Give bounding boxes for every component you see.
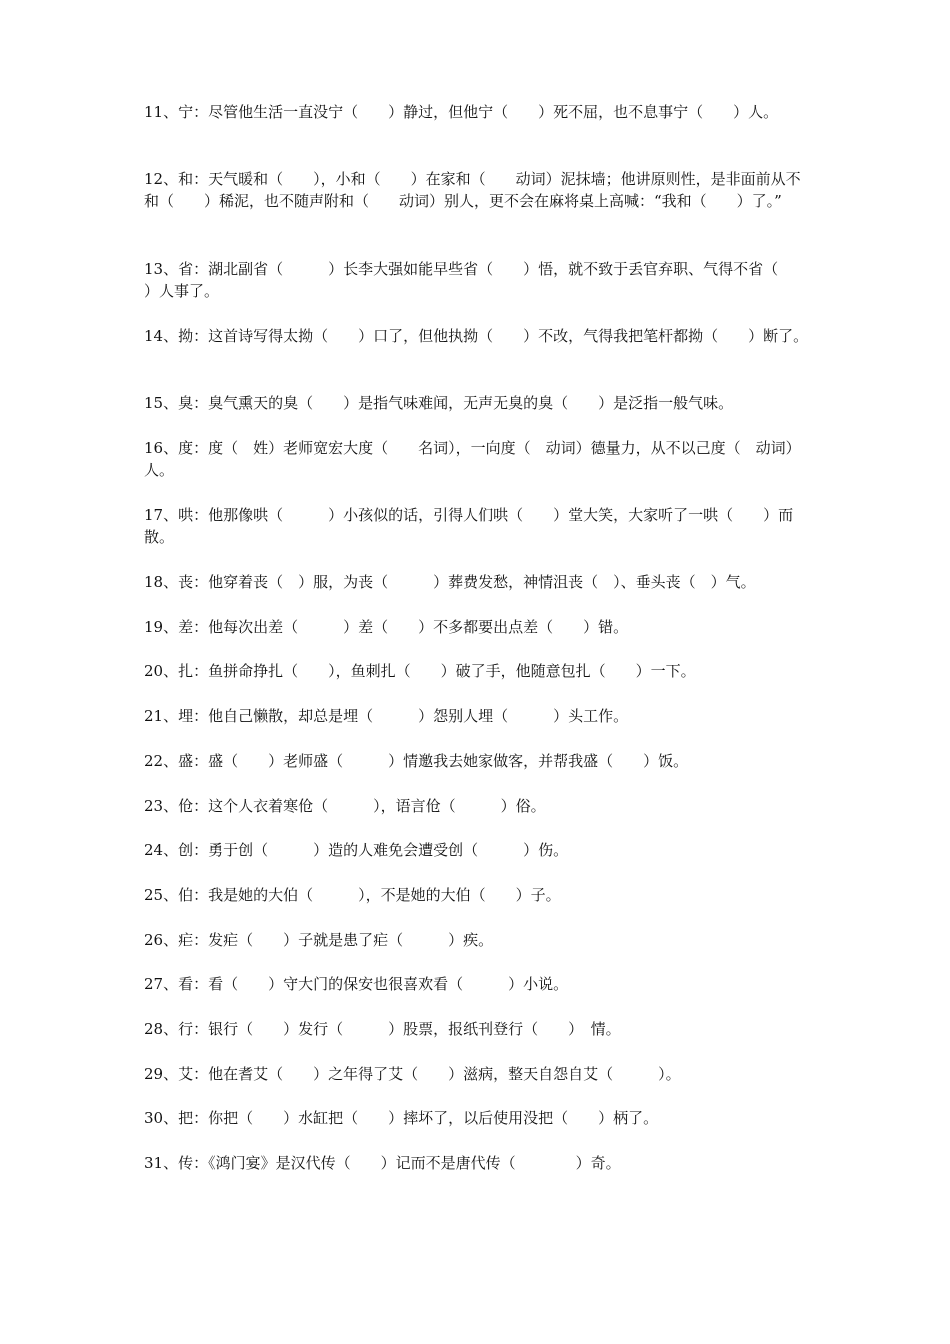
question-27: 27、看：看（ ）守大门的保安也很喜欢看（ ）小说。	[144, 975, 569, 993]
question-22: 22、盛：盛（ ）老师盛（ ）情邀我去她家做客，并帮我盛（ ）饭。	[144, 752, 689, 770]
question-23: 23、伧：这个人衣着寒伧（ ），语言伧（ ）俗。	[144, 797, 546, 815]
question-11: 11、宁：尽管他生活一直没宁（ ）静过，但他宁（ ）死不屈，也不息事宁（ ）人。	[144, 103, 779, 121]
question-13: 13、省：湖北副省（ ）长李大强如能早些省（ ）悟，就不致于丢官弃职、气得不省（ ）人事了。	[144, 260, 809, 300]
question-21: 21、埋：他自己懒散，却总是埋（ ）怨别人埋（ ）头工作。	[144, 707, 629, 725]
question-25: 25、伯：我是她的大伯（ ），不是她的大伯（ ）子。	[144, 886, 561, 904]
question-28: 28、行：银行（ ）发行（ ）股票，报纸刊登行（ ） 情。	[144, 1020, 621, 1038]
question-20: 20、扎：鱼拼命挣扎（ ），鱼刺扎（ ）破了手，他随意包扎（ ）一下。	[144, 662, 696, 680]
question-31: 31、传：《鸿门宴》是汉代传（ ）记而不是唐代传（ ）奇。	[144, 1154, 621, 1172]
question-16: 16、度：度（ 姓）老师宽宏大度（ 名词），一向度（ 动词）德量力，从不以己度（ 动词）人。	[144, 439, 801, 479]
question-14: 14、拗：这首诗写得太拗（ ）口了，但他执拗（ ）不改，气得我把笔杆都拗（ ）断了。	[144, 327, 809, 345]
question-18: 18、丧：他穿着丧（ ）服，为丧（ ）葬费发愁，神情沮丧（ ）、垂头丧（ ）气。	[144, 573, 756, 591]
question-30: 30、把：你把（ ）水缸把（ ）摔坏了，以后使用没把（ ）柄了。	[144, 1109, 659, 1127]
question-24: 24、创：勇于创（ ）造的人难免会遭受创（ ）伤。	[144, 841, 569, 859]
question-12: 12、和：天气暖和（ ），小和（ ）在家和（ 动词）泥抹墙；他讲原则性，是非面前从不和（ ）稀泥，也不随声附和（ 动词）别人，更不会在麻将桌上高喊：“我和（ ）了。”	[144, 170, 801, 210]
question-15: 15、臭：臭气熏天的臭（ ）是指气味难闻，无声无臭的臭（ ）是泛指一般气味。	[144, 394, 734, 412]
question-19: 19、差：他每次出差（ ）差（ ）不多都要出点差（ ）错。	[144, 618, 629, 636]
question-29: 29、艾：他在耆艾（ ）之年得了艾（ ）滋病，整天自怨自艾（ ）。	[144, 1065, 681, 1083]
question-17: 17、哄：他那像哄（ ）小孩似的话，引得人们哄（ ）堂大笑，大家听了一哄（ ）而散。	[144, 506, 794, 546]
question-26: 26、疟：发疟（ ）子就是患了疟（ ）疾。	[144, 931, 494, 949]
